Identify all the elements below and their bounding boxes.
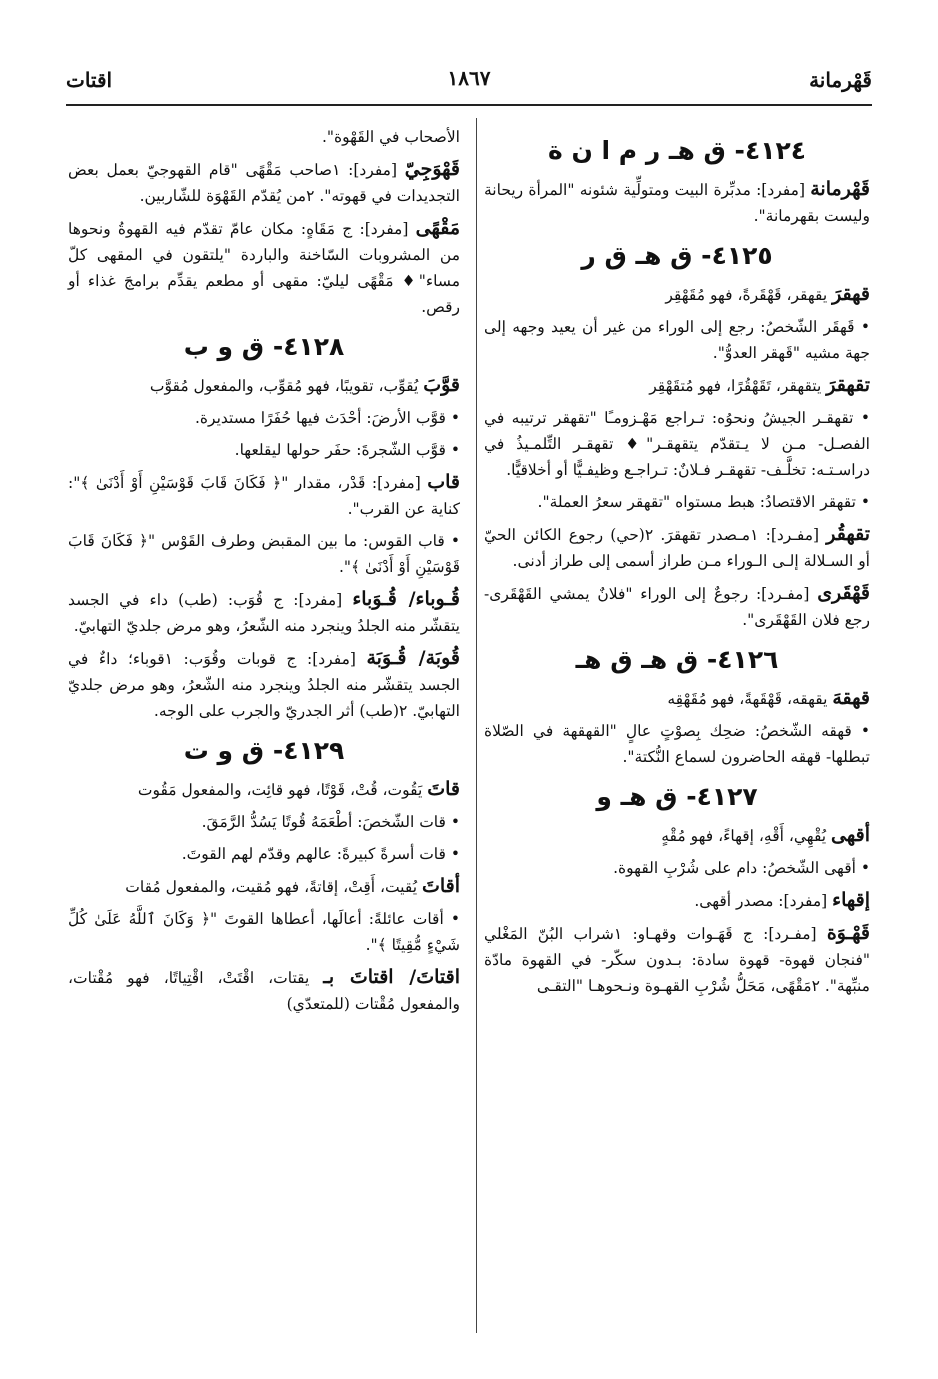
dictionary-entry: [68, 156, 460, 209]
dictionary-entry: [484, 372, 870, 399]
entry-definition: • قات أسرةً كبيرةً: عالهم وقدّم لهم القوتَ.: [181, 845, 460, 863]
dictionary-entry: [484, 405, 870, 483]
entry-definition: [مفرد]: قَدْر، مقدار "﴿ فَكَانَ قَابَ قَوْسَيْنِ أَوْ أَدْنَىٰ ﴾": كناية عن القرب".: [68, 474, 460, 518]
dictionary-entry: [68, 776, 460, 803]
headword: قُـوباء/ قُـوَباء: [352, 588, 460, 610]
root-heading: ٤١٢٤- ق هـ ر م ا ن ة: [548, 136, 806, 165]
entry-definition: يُقوِّب، تقويبًا، فهو مُقوِّب، والمفعول مُقوَّب: [149, 377, 424, 395]
entry-definition: يقتات، اقْتَتْ، اقْتِياتًا، فهو مُقْتات، والمفعول مُقْتات (للمتعدّي): [68, 969, 460, 1013]
dictionary-entry: [484, 314, 870, 366]
left-guide-word: اقتات: [66, 68, 113, 92]
dictionary-entry: [484, 855, 870, 881]
entry-definition: • تقهقـر الجيشُ ونحوُه: تـراجع مَهْـزومـًا "تقهقر ترتيبه في الفصـل- مـن لا يـتقدّم يتقهقـر"♦ تقهقـر التِّلمـيذُ في دراسـتـه: تخلَّـف- تقهقـر فـلانٌ: تـراجـع وظيفـيًّا أو أخلاقيًّا.: [484, 409, 870, 479]
entry-definition: • أقات عائلةً: أعالَها، أعطاها القوتَ "﴿ وَكَانَ ٱللَّهُ عَلَىٰ كُلِّ شَيْءٍ مُّقِيتًا ﴾".: [68, 910, 460, 954]
entry-definition: [مفرد]: مدبِّرة البيت ومتولِّية شئونه "المرأة ريحانة وليست بقهرمانة".: [484, 181, 870, 225]
dictionary-entry: [484, 521, 870, 574]
dictionary-entry: [68, 906, 460, 958]
headword: قاتَ: [427, 778, 460, 800]
root-heading: ٤١٢٧- ق هـ و: [596, 782, 758, 811]
left-column: [68, 124, 460, 1023]
dictionary-entry: [68, 964, 460, 1017]
entry-definition: • قَهقَر الشّخصُ: رجع إلى الوراء من غير أن يعيد وجهه إلى جهة مشيه "قَهقر العدوُّ".: [484, 318, 870, 362]
headword: اقتاتَ/ اقتاتَ بـ: [323, 966, 460, 988]
entry-definition: [مفـرد]: ج قَهَـوات وقهـاو: ١شراب البُنّ المَغْلي "فنجان قهوة- قهوة سادة: بـدون سكّر- في القهوة مادّة منبِّهة". ٢مَقْهًى، مَحَلُّ شُرْبِ القهـوة ونـحوهـا "التقـى: [484, 925, 870, 995]
entry-definition: [مفـرد]: رجوعٌ إلى الوراء "فلانٌ يمشي القَهْقَرى- رجع فلان القَهْقَرى".: [484, 585, 870, 629]
root-heading: ٤١٢٨- ق و ب: [183, 332, 345, 361]
root-heading: ٤١٢٥- ق هـ ق ر: [581, 241, 773, 270]
headword: قَهْقَرى: [817, 582, 870, 604]
headword: مَقْهًى: [415, 217, 460, 239]
right-guide-word: قَهْرمانة: [809, 68, 872, 92]
dictionary-entry: [484, 176, 870, 229]
headword: قهقهَ: [832, 687, 870, 709]
entry-definition: • قوَّب الأرضَ: أحْدَث فيها حُفَرًا مستديرة.: [194, 409, 460, 427]
dictionary-entry: [68, 124, 460, 150]
dictionary-entry: [68, 645, 460, 724]
dictionary-entry: [484, 281, 870, 308]
entry-definition: يُقْهِي، أَقْهِ، إقهاءً، فهو مُقْهٍ: [661, 827, 832, 845]
entry-definition: • قاب القوس: ما بين المقبض وطرف القَوْس "﴿ فَكَانَ قَابَ قَوْسَيْنِ أَوْ أَدْنَىٰ ﴾".: [68, 532, 460, 576]
headword: قهقرَ: [832, 283, 870, 305]
headword: إقهاء: [832, 889, 870, 911]
headword: قَهْرمانة: [810, 178, 870, 200]
dictionary-entry: [68, 528, 460, 580]
entry-definition: • أقهى الشّخصُ: دام على شُرْبِ القهوة.: [613, 859, 870, 877]
dictionary-entry: [68, 469, 460, 522]
dictionary-entry: [484, 580, 870, 633]
entry-definition: يُقيت، أَقِتْ، إقاتةً، فهو مُقيت، والمفعول مُقات: [125, 878, 422, 896]
dictionary-entry: [484, 920, 870, 999]
dictionary-entry: [484, 685, 870, 712]
dictionary-entry: [68, 841, 460, 867]
entry-definition: يقهقر، قَهْقَرةً، فهو مُقَهْقِر: [665, 286, 833, 304]
column-divider: [476, 118, 477, 1333]
headword: أقهى: [831, 824, 870, 846]
root-heading: ٤١٢٩- ق و ت: [183, 736, 345, 765]
entry-definition: • تقهقر الاقتصادُ: هبط مستواه "تقهقر سعرُ العملة".: [537, 493, 870, 511]
entry-definition: [مفـرد]: ١مـصدر تقهقرَ. ٢(حي) رجوع الكائن الحيّ أو السـلالة إلـى الـوراء مـن طراز أسمى إلى طراز أدنى.: [484, 526, 870, 570]
dictionary-entry: [484, 887, 870, 914]
headword: قُوبَة/ قُـوَبَة: [366, 647, 460, 669]
entry-definition: الأصحاب في القَهْوة".: [321, 128, 460, 146]
entry-definition: • قهقه الشّخصُ: ضحِك بِصوْتٍ عالٍ "القهقهة في الصّلاة تبطلها- قهقه الحاضرون لسماع النُّكتة".: [484, 722, 870, 766]
right-column: [484, 124, 870, 1005]
header-rule: [66, 104, 872, 106]
headword: أقاتَ: [421, 875, 460, 897]
dictionary-entry: [68, 437, 460, 463]
dictionary-entry: [484, 718, 870, 770]
dictionary-entry: [68, 586, 460, 639]
headword: قَهْـوَة: [826, 922, 870, 944]
dictionary-entry: [68, 215, 460, 320]
entry-definition: يقهقه، قَهْقَهةً، فهو مُقَهْقِه: [667, 690, 833, 708]
dictionary-entry: [484, 489, 870, 515]
entry-definition: • قات الشّخصَ: أطْعَمَهُ قُوتًا يَسُدُّ الرَّمَقَ.: [201, 813, 460, 831]
entry-definition: [مفرد]: ١صاحب مَقْهًى "قام القهوجيّ بعمل بعض التجديدات في قهوته". ٢من يُقدّم القَهْوَة للشّاربين.: [68, 161, 460, 205]
dictionary-entry: [68, 873, 460, 900]
headword: قوَّبَ: [423, 374, 460, 396]
dictionary-entry: [68, 809, 460, 835]
headword: تقهقُر: [826, 523, 871, 545]
entry-definition: [مفرد]: ج مَقَاهٍ: مكان عامّ تقدّم فيه القهوةُ ونحوها من المشروبات السّاخنة والباردة "يلتقون في المقهى كلّ مساء"♦ مَقْهًى ليليّ: مقهى أو مطعم يقدِّم برامجَ غذاء أو رقص.: [68, 220, 460, 316]
page-number: ١٨٦٧: [447, 66, 491, 90]
dictionary-entry: [68, 405, 460, 431]
headword: تقهقرَ: [826, 374, 870, 396]
dictionary-entry: [484, 822, 870, 849]
entry-definition: [مفرد]: مصدر أقهى.: [694, 892, 833, 910]
root-heading: ٤١٢٦- ق هـ ق هـ: [575, 645, 779, 674]
headword: قَهْوَجِيّ: [404, 158, 460, 180]
entry-definition: يتقهقر، تَقَهْقُرًا، فهو مُتقَهْقِر: [649, 377, 827, 395]
entry-definition: [مفرد]: ج قُوَب: (طب) داء في الجسد يتقشّر منه الجلدُ وينجرد منه الشّعرُ، وهو مرض جلديّ التهابيّ.: [68, 591, 460, 635]
headword: قاب: [427, 471, 460, 493]
entry-definition: • قوَّب الشّجرةَ: حفَر حولها ليقلعها.: [234, 441, 460, 459]
entry-definition: يَقُوت، قُتْ، قَوْتًا، فهو قائِت، والمفعول مَقُوت: [137, 781, 428, 799]
page-header: [66, 60, 872, 100]
dictionary-entry: [68, 372, 460, 399]
entry-definition: [مفرد]: ج قوبات وقُوَب: ١قوباء؛ داءٌ في الجسد يتقشّر منه الجلدُ وينجرد منه الشّعرُ، وهو مرض جلديّ التهابيّ. ٢(طب) أثر الجدريّ والجرب على الوجه.: [68, 650, 460, 720]
